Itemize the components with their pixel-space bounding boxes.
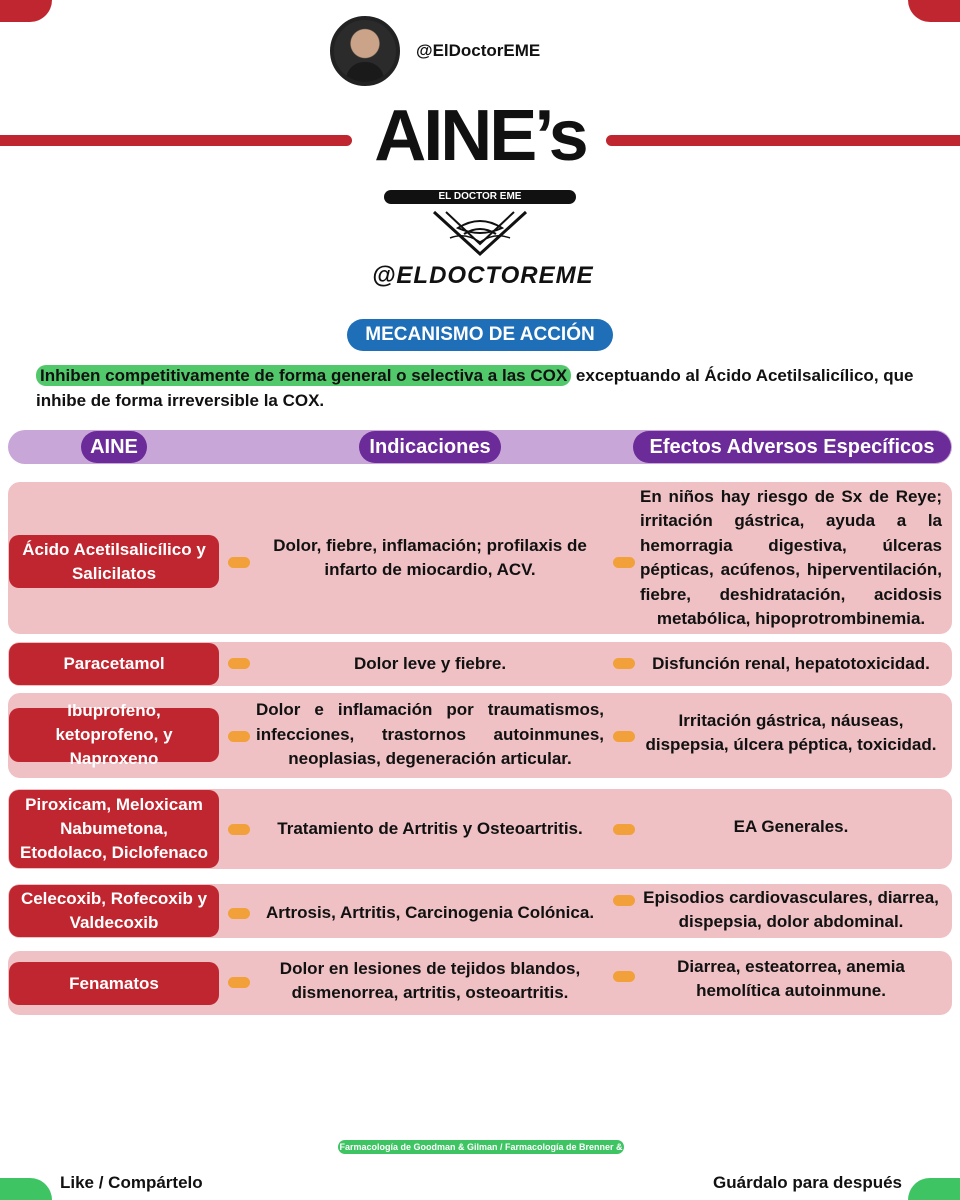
reference-note: Farmacología de Goodman & Gilman / Farmacología de Brenner & Stevens	[339, 1142, 623, 1166]
efectos-cell: EA Generales.	[733, 816, 849, 836]
indicaciones-cell: Dolor leve y fiebre.	[353, 653, 507, 673]
dash-icon	[228, 977, 250, 988]
aine-name: Fenamatos	[9, 962, 219, 1005]
indicaciones-cell: Artrosis, Artritis, Carcinogenia Colónica.	[265, 902, 595, 922]
header-indicaciones: Indicaciones	[359, 431, 501, 463]
divider-left	[0, 135, 352, 146]
dash-icon	[613, 658, 635, 669]
aine-name: Ácido Acetilsalicílico y Salicilatos	[9, 535, 219, 588]
avatar[interactable]	[330, 16, 400, 86]
dash-icon	[613, 895, 635, 906]
mechanism-rest: exceptuando al Ácido Acetilsalicílico, que inhibe de forma irreversible la COX.	[36, 366, 914, 410]
indicaciones-cell: Dolor, fiebre, inflamación; profilaxis de infarto de miocardio, ACV.	[273, 535, 587, 579]
emblem-logo-icon	[430, 208, 530, 258]
dash-icon	[228, 908, 250, 919]
like-share-label: Like / Compártelo	[60, 1173, 203, 1192]
efectos-cell: En niños hay riesgo de Sx de Reye; irritación gástrica, ayuda a la hemorragia digestiva, úlceras pépticas, acúfenos, hiperventilación, fiebre, deshidratación, acidosis metabólica, hipoprotrombinemia.	[640, 486, 942, 628]
indicaciones-cell: Dolor en lesiones de tejidos blandos, dismenorrea, artritis, osteoartritis.	[279, 958, 581, 1002]
logo-handle: @ELDOCTOREME	[372, 262, 594, 289]
dash-icon	[613, 824, 635, 835]
efectos-cell: Episodios cardiovasculares, diarrea, dispepsia, dolor abdominal.	[643, 887, 939, 931]
dash-icon	[228, 731, 250, 742]
efectos-cell: Irritación gástrica, náuseas, dispepsia, úlcera péptica, toxicidad.	[645, 710, 937, 754]
indicaciones-cell: Tratamiento de Artritis y Osteoartritis.	[277, 818, 583, 838]
dash-icon	[613, 971, 635, 982]
header-efectos: Efectos Adversos Específicos	[633, 431, 951, 463]
header-aine: AINE	[81, 431, 147, 463]
aine-name: Paracetamol	[9, 643, 219, 685]
logo-bar: EL DOCTOR EME	[384, 190, 576, 204]
dash-icon	[613, 731, 635, 742]
corner-decoration-top-left	[0, 0, 52, 22]
profile-handle[interactable]: @ElDoctorEME	[416, 41, 541, 60]
profile-header	[330, 16, 540, 86]
aine-name: Celecoxib, Rofecoxib y Valdecoxib	[9, 885, 219, 937]
dash-icon	[228, 658, 250, 669]
aine-name: Ibuprofeno, ketoprofeno, y Naproxeno	[9, 708, 219, 762]
page-title: AINE’s	[374, 96, 586, 176]
efectos-cell: Disfunción renal, hepatotoxicidad.	[652, 653, 930, 673]
aine-name: Piroxicam, Meloxicam Nabumetona, Etodolaco, Diclofenaco	[9, 790, 219, 868]
corner-decoration-bottom-right	[908, 1178, 960, 1200]
dash-icon	[228, 824, 250, 835]
corner-decoration-top-right	[908, 0, 960, 22]
mechanism-label: MECANISMO DE ACCIÓN	[347, 319, 613, 351]
save-later-label: Guárdalo para después	[713, 1173, 902, 1192]
corner-decoration-bottom-left	[0, 1178, 52, 1200]
dash-icon	[228, 557, 250, 568]
divider-right	[606, 135, 960, 146]
indicaciones-cell: Dolor e inflamación por traumatismos, infecciones, trastornos autoinmunes, neoplasias, degeneración articular.	[256, 700, 604, 769]
dash-icon	[613, 557, 635, 568]
mechanism-highlight: Inhiben competitivamente de forma general o selectiva a las COX	[36, 365, 571, 386]
efectos-cell: Diarrea, esteatorrea, anemia hemolítica autoinmune.	[677, 956, 905, 1000]
mechanism-text	[36, 363, 936, 413]
